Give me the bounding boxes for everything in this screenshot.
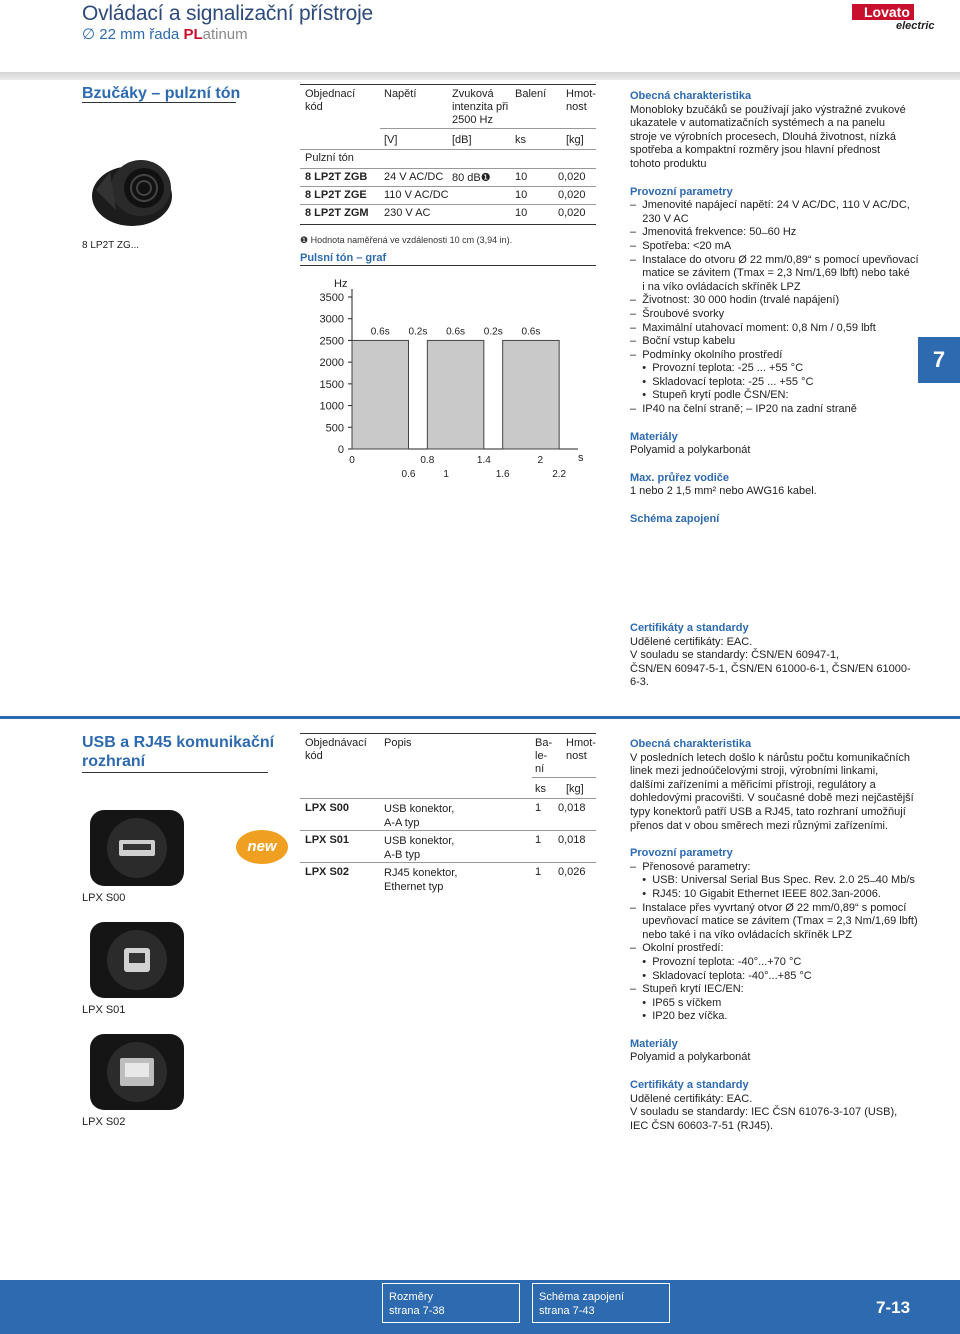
cert-line: V souladu se standardy: ČSN/EN 60947-1, <box>630 649 840 662</box>
table-row-desc: USB konektor, A-A typ <box>384 803 455 829</box>
param-line: – Instalace přes vyvrtaný otvor Ø 22 mm/0,89“ s pomocí <box>630 901 907 914</box>
title-underline <box>82 102 236 103</box>
cert-line: Udělené certifikáty: EAC. <box>630 1092 753 1105</box>
link-page: strana 7-38 <box>389 1305 445 1317</box>
table-row-code: LPX S02 <box>305 866 350 878</box>
segment-label: 0.6s <box>446 326 466 338</box>
param-line: nebo také i na víko ovládacích skříněk LPZ <box>630 928 852 941</box>
table-footnote: ❶ Hodnota naměřená ve vzdálenosti 10 cm (3,94 in). <box>300 235 513 245</box>
table-row-weight: 0,026 <box>558 866 586 878</box>
heading-materials: Materiály <box>630 430 678 443</box>
param-line: • Provozní teplota: -40°...+70 °C <box>630 955 802 968</box>
col-header-weight: Hmot-nost <box>566 88 596 113</box>
pulse-bar <box>352 340 409 449</box>
table-row-voltage: 110 V AC/DC <box>384 189 449 201</box>
param-line: – Přenosové parametry: <box>630 860 751 873</box>
table-row-weight: 0,018 <box>558 834 586 846</box>
x-axis-label: s <box>578 452 584 464</box>
heading-materials: Materiály <box>630 1037 678 1050</box>
table-row-desc: USB konektor, A-B typ <box>384 835 455 861</box>
buzzer-description <box>630 90 919 527</box>
x-tick-label: 0.8 <box>420 455 435 466</box>
table-row-code: 8 LP2T ZGE <box>305 189 367 201</box>
heading-params: Provozní parametry <box>630 847 733 860</box>
param-line: • Skladovací teplota: -25 ... +55 °C <box>630 375 814 388</box>
x-tick-label: 2 <box>537 455 544 466</box>
param-line: – Jmenovité napájecí napětí: 24 V AC/DC, 110 V AC/DC, <box>630 199 910 212</box>
materials-text: Polyamid a polykarbonát <box>630 444 751 457</box>
heading-schema: Schéma zapojení <box>630 513 720 526</box>
param-line: – Jmenovitá frekvence: 50 ̶ 60 Hz <box>630 226 797 239</box>
graph-title-rule <box>300 265 596 266</box>
param-line: i na víko ovládacích skříněk LPZ <box>630 280 801 293</box>
table-row-weight: 0,020 <box>558 171 586 183</box>
param-line: • Skladovací teplota: -40°...+85 °C <box>630 969 812 982</box>
heading-certificates: Certifikáty a standardy <box>630 622 749 634</box>
param-line: – Stupeň krytí IEC/EN: <box>630 983 744 996</box>
col-header-voltage: Napětí <box>384 88 417 100</box>
col-header-pack: Ba-le-ní <box>535 737 553 775</box>
y-tick-label: 1000 <box>319 400 344 413</box>
y-tick-label: 2000 <box>319 357 344 370</box>
param-line: – Spotřeba: <20 mA <box>630 239 732 252</box>
wiring-diagram-link[interactable] <box>532 1283 670 1323</box>
params-list <box>630 199 919 417</box>
param-line: 230 V AC <box>630 212 689 225</box>
cert-line: ČSN/EN 60947-5-1, ČSN/EN 61000-6-1, ČSN/EN 61000-6-3. <box>630 662 911 689</box>
table-row-voltage: 24 V AC/DC <box>384 171 444 183</box>
lpx-s02-image <box>82 1030 192 1114</box>
table-row-weight: 0,018 <box>558 802 586 814</box>
x-tick-label: 0 <box>349 455 355 466</box>
buzzer-certificates <box>630 622 920 690</box>
unit-weight: [kg] <box>566 134 584 146</box>
cert-line: IEC ČSN 60603-7-51 (RJ45). <box>630 1119 774 1132</box>
y-tick-label: 500 <box>325 422 344 435</box>
param-line: • Stupeň krytí podle ČSN/EN: <box>630 389 789 402</box>
col-header-code: Objednávací kód <box>305 737 367 762</box>
image-label: LPX S00 <box>82 892 126 904</box>
unit-voltage: [V] <box>384 134 398 146</box>
col-header-weight: Hmot-nost <box>566 737 596 762</box>
pulse-chart <box>300 275 596 495</box>
table-row-pack: 10 <box>515 171 528 183</box>
x-tick-label: 2.2 <box>552 469 567 480</box>
link-title: Schéma zapojení <box>539 1291 624 1303</box>
general-text: Monobloky bzučáků se používají jako výstražné zvukové ukazatele v automatizačních systémech a na panelu stroje ve výrobních procesech, Dlouhá životnost, nízká spotřeba a kompaktní rozměry jsou hlavní přednost tohoto produktu <box>630 103 906 170</box>
param-line: • USB: Universal Serial Bus Spec. Rev. 2.0 25 ̶ 40 Mb/s <box>630 874 915 887</box>
buzzer-image <box>86 150 178 230</box>
table-row-intensity: 80 dB❶ <box>452 172 491 184</box>
x-tick-label: 1.6 <box>495 469 510 480</box>
heading-certificates: Certifikáty a standardy <box>630 1079 749 1092</box>
image-label: LPX S02 <box>82 1116 126 1128</box>
segment-label: 0.6s <box>370 326 390 338</box>
chapter-tab[interactable]: 7 <box>918 337 960 383</box>
buzzer-image-label: 8 LP2T ZG... <box>82 240 140 251</box>
y-tick-label: 1500 <box>319 378 344 391</box>
param-line: – Podmínky okolního prostředí <box>630 348 783 361</box>
param-line: upevňovací matice se závitem (Tmax = 2,3 Nm/1,69 lbft) <box>630 915 918 928</box>
param-line: – Boční vstup kabelu <box>630 335 736 348</box>
link-title: Rozměry <box>389 1291 434 1303</box>
unit-weight: [kg] <box>566 783 584 795</box>
x-tick-label: 1 <box>443 469 449 480</box>
param-line: – IP40 na čelní straně; – IP20 na zadní straně <box>630 403 857 416</box>
heading-general: Obecná charakteristika <box>630 90 752 102</box>
page-number: 7-13 <box>876 1298 911 1317</box>
y-tick-label: 3000 <box>319 313 344 326</box>
title-underline <box>82 772 268 773</box>
section-title-usb <box>82 733 274 771</box>
x-tick-label: 1.4 <box>476 455 491 466</box>
link-page: strana 7-43 <box>539 1305 595 1317</box>
y-tick-label: 0 <box>337 444 344 456</box>
table-row-code: 8 LP2T ZGB <box>305 171 368 183</box>
unit-pack: ks <box>535 783 546 795</box>
param-line: • Provozní teplota: -25 ... +55 °C <box>630 362 804 375</box>
segment-label: 0.2s <box>483 326 503 338</box>
y-tick-label: 3500 <box>319 292 344 304</box>
table-row-pack: 10 <box>515 207 528 219</box>
y-axis-label: Hz <box>334 278 348 290</box>
param-line: – Instalace do otvoru Ø 22 mm/0,89“ s pomocí upevňovací <box>630 253 919 266</box>
table-row-pack: 1 <box>535 834 542 846</box>
page-title: Ovládací a signalizační přístroje <box>82 2 374 25</box>
table-row-pack: 1 <box>535 802 542 814</box>
table-row-weight: 0,020 <box>558 207 586 219</box>
brand-rest: atinum <box>202 26 248 43</box>
usb-table <box>300 733 596 893</box>
wire-text: 1 nebo 2 1,5 mm² nebo AWG16 kabel. <box>630 485 817 498</box>
param-line: • IP20 bez víčka. <box>630 1010 728 1023</box>
table-row-code: LPX S00 <box>305 802 350 814</box>
brand-pl: PL <box>183 26 203 43</box>
table-row-voltage: 230 V AC <box>384 207 431 219</box>
col-header-intensity: Zvuková intenzita při 2500 Hz <box>452 88 509 126</box>
general-text: V posledních letech došlo k nárůstu počtu komunikačních linek mezi jednoúčelovými stroji, výrobními linkami, dalšími zařízeními a měřicími přístroji, regulátory a dohledovými pracovišti. V současné době mezi nejčastější typy konektorů patří USB a RJ45, tato rozhraní umožňují přenos dat v obou směrech mezi různými zařízeními. <box>630 751 914 832</box>
col-header-code: Objednací kód <box>305 88 356 113</box>
unit-intensity: [dB] <box>452 134 472 146</box>
image-label: LPX S01 <box>82 1004 126 1016</box>
pulse-bar <box>427 340 484 449</box>
param-line: – Okolní prostředí: <box>630 942 724 955</box>
segment-label: 0.2s <box>408 326 428 338</box>
section-title-buzzer: Bzučáky – pulzní tón <box>82 85 241 102</box>
usb-description <box>630 738 918 1133</box>
lpx-s00-image <box>82 806 192 890</box>
table-row-code: LPX S01 <box>305 834 350 846</box>
heading-general: Obecná charakteristika <box>630 738 752 750</box>
logo-sub: electric <box>896 20 935 32</box>
brand-platinum <box>183 26 247 43</box>
section-separator <box>0 716 960 719</box>
table-row-code: 8 LP2T ZGM <box>305 207 369 219</box>
param-line: • IP65 s víčkem <box>630 996 722 1009</box>
page-subtitle <box>82 25 248 43</box>
section-title-line: USB a RJ45 komunikační <box>82 734 275 751</box>
lpx-s01-image <box>82 918 192 1002</box>
section-title-line: rozhraní <box>82 753 146 770</box>
heading-params: Provozní parametry <box>630 185 733 198</box>
new-badge: new <box>236 830 288 864</box>
graph-title: Pulsní tón – graf <box>300 252 387 264</box>
table-group-label: Pulzní tón <box>305 152 354 164</box>
logo-name: Lovato <box>852 4 914 20</box>
pulse-bar <box>503 340 560 449</box>
param-line: – Maximální utahovací moment: 0,8 Nm / 0,59 lbft <box>630 321 876 334</box>
cert-line: Udělené certifikáty: EAC. <box>630 635 753 648</box>
param-line: – Životnost: 30 000 hodin (trvalé napájení) <box>630 294 840 307</box>
col-header-pack: Balení <box>515 88 547 100</box>
param-line: • RJ45: 10 Gigabit Ethernet IEEE 802.3an-2006. <box>630 887 881 900</box>
param-line: matice se závitem (Tmax = 2,3 Nm/1,69 lbft) nebo také <box>630 267 910 280</box>
param-line: – Šroubové svorky <box>630 307 725 320</box>
lovato-logo <box>852 4 942 30</box>
table-row-pack: 10 <box>515 189 528 201</box>
x-tick-label: 0.6 <box>401 469 416 480</box>
unit-pack: ks <box>515 134 526 146</box>
header-bar <box>0 72 960 80</box>
table-row-pack: 1 <box>535 866 542 878</box>
params-list <box>630 860 918 1024</box>
dimensions-link[interactable] <box>382 1283 520 1323</box>
table-row-desc: RJ45 konektor, Ethernet typ <box>384 867 458 893</box>
table-row-weight: 0,020 <box>558 189 586 201</box>
col-header-desc: Popis <box>384 737 412 749</box>
segment-label: 0.6s <box>521 326 541 338</box>
heading-wire: Max. průřez vodiče <box>630 471 730 484</box>
y-tick-label: 2500 <box>319 335 344 348</box>
cert-line: V souladu se standardy: IEC ČSN 61076-3-107 (USB), <box>630 1106 898 1119</box>
subtitle-prefix: ∅ 22 mm řada <box>82 26 180 43</box>
materials-text: Polyamid a polykarbonát <box>630 1051 751 1064</box>
